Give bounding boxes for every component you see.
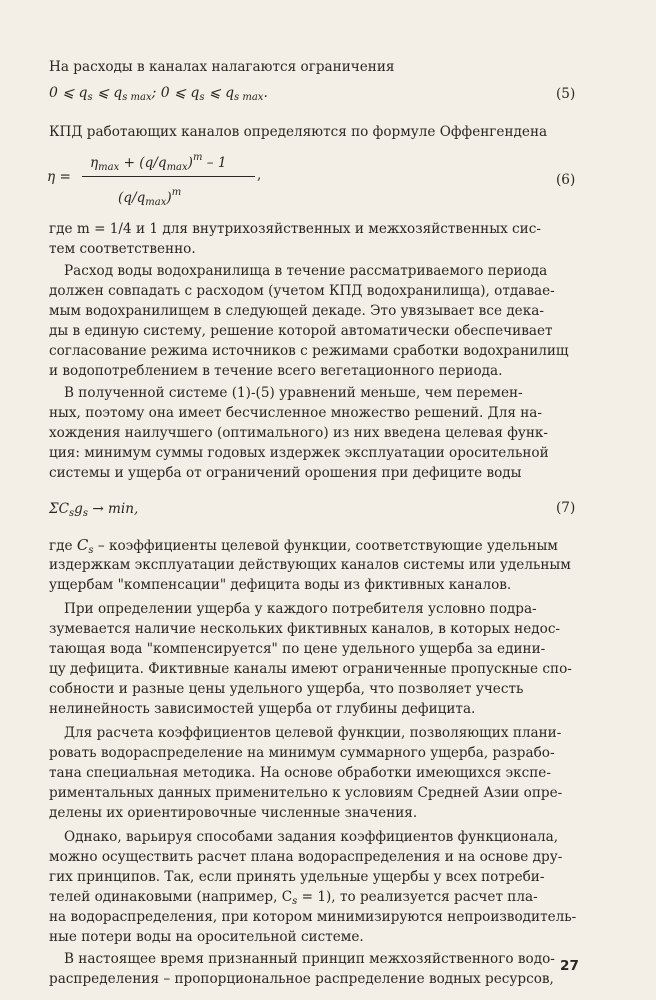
text-line: тающая вода "компенсируется" по цене удельного ущерба за едини- bbox=[49, 641, 546, 657]
text-line: хождения наилучшего (оптимального) из них введена целевая функ- bbox=[49, 425, 549, 441]
text-line: ция: минимум суммы годовых издержек эксплуатации оросительной bbox=[49, 445, 549, 461]
text-line: При определении ущерба у каждого потребителя условно подра- bbox=[64, 601, 537, 617]
text-line: где $C_s$ – коэффициенты целевой функции, соответствующие удельным bbox=[49, 536, 558, 556]
text-line: согласование режима источников с режимами сработки водохранилищ bbox=[49, 343, 569, 359]
text-line: Для расчета коэффициентов целевой функции, позволяющих плани- bbox=[64, 725, 562, 741]
text-line: ные потери воды на оросительной системе. bbox=[49, 929, 364, 945]
page-number: 27 bbox=[560, 958, 579, 974]
text-line: ровать водораспределение на минимум суммарного ущерба, разрабо- bbox=[49, 745, 555, 761]
text-line: В полученной системе (1)-(5) уравнений меньше, чем перемен- bbox=[64, 385, 523, 401]
text-line: системы и ущерба от ограничений орошения при дефиците воды bbox=[49, 465, 522, 481]
formula-6-denominator: $(q/q_{max})^m$ bbox=[118, 187, 182, 208]
text-line: издержкам эксплуатации действующих каналов системы или удельным bbox=[49, 557, 571, 573]
text-line: тем соответственно. bbox=[49, 241, 196, 257]
text-line: и водопотреблением в течение всего вегетационного периода. bbox=[49, 363, 503, 379]
formula-6-numerator: $\eta_{max} + (q/q_{max})^m - 1$ bbox=[90, 152, 227, 173]
text-line: должен совпадать с расходом (учетом КПД водохранилища), отдавае- bbox=[49, 283, 555, 299]
text-line: ды в единую систему, решение которой автоматически обеспечивает bbox=[49, 323, 553, 339]
fraction-bar bbox=[82, 176, 255, 177]
formula-6-comma: , bbox=[257, 167, 262, 183]
text-line: ных, поэтому она имеет бесчисленное множество решений. Для на- bbox=[49, 405, 542, 421]
text-line: на водораспределения, при котором минимизируются непроизводитель- bbox=[49, 909, 577, 925]
text-line: мым водохранилищем в следующей декаде. Это увязывает все дека- bbox=[49, 303, 544, 319]
text-line: ущербам "компенсации" дефицита воды из фиктивных каналов. bbox=[49, 577, 512, 593]
text-line: телей одинаковыми (например, $C_s = 1$), то реализуется расчет пла- bbox=[49, 889, 538, 907]
text-line: делены их ориентировочные численные значения. bbox=[49, 805, 418, 821]
text-line: тана специальная методика. На основе обработки имеющихся экспе- bbox=[49, 765, 551, 781]
text-line: можно осуществить расчет плана водораспределения и на основе дру- bbox=[49, 849, 563, 865]
text-line: распределения – пропорциональное распределение водных ресурсов, bbox=[49, 971, 554, 987]
text-line: где m = 1/4 и 1 для внутрихозяйственных и межхозяйственных сис- bbox=[49, 221, 541, 237]
text-line: собности и разные цены удельного ущерба, что позволяет учесть bbox=[49, 681, 524, 697]
text-line: КПД работающих каналов определяются по формуле Оффенгендена bbox=[49, 124, 548, 140]
text-line: На расходы в каналах налагаются ограничения bbox=[49, 59, 395, 75]
text-line: Однако, варьируя способами задания коэффициентов функционала, bbox=[64, 829, 559, 845]
formula-7: $\Sigma C_sg_s \to \min$, bbox=[49, 501, 139, 519]
text-line: гих принципов. Так, если принять удельные ущербы у всех потреби- bbox=[49, 869, 545, 885]
text-line: риментальных данных применительно к условиям Средней Азии опре- bbox=[49, 785, 563, 801]
text-line: цу дефицита. Фиктивные каналы имеют ограниченные пропускные спо- bbox=[49, 661, 572, 677]
text-line: Расход воды водохранилища в течение рассматриваемого периода bbox=[64, 263, 548, 279]
equation-number-5: (5) bbox=[556, 86, 576, 102]
equation-number-7: (7) bbox=[556, 500, 576, 516]
text-line: нелинейность зависимостей ущерба от глубины дефицита. bbox=[49, 701, 476, 717]
text-line: В настоящее время признанный принцип межхозяйственного водо- bbox=[64, 951, 555, 967]
formula-5: 0 ⩽ $q_s$ ⩽ $q_{s max}$; 0 ⩽ $q_s$ ⩽ $q_{s max}$. bbox=[49, 85, 268, 103]
text-line: зумевается наличие нескольких фиктивных каналов, в которых недос- bbox=[49, 621, 561, 637]
formula-6-lhs: η = bbox=[47, 169, 71, 185]
equation-number-6: (6) bbox=[556, 172, 576, 188]
